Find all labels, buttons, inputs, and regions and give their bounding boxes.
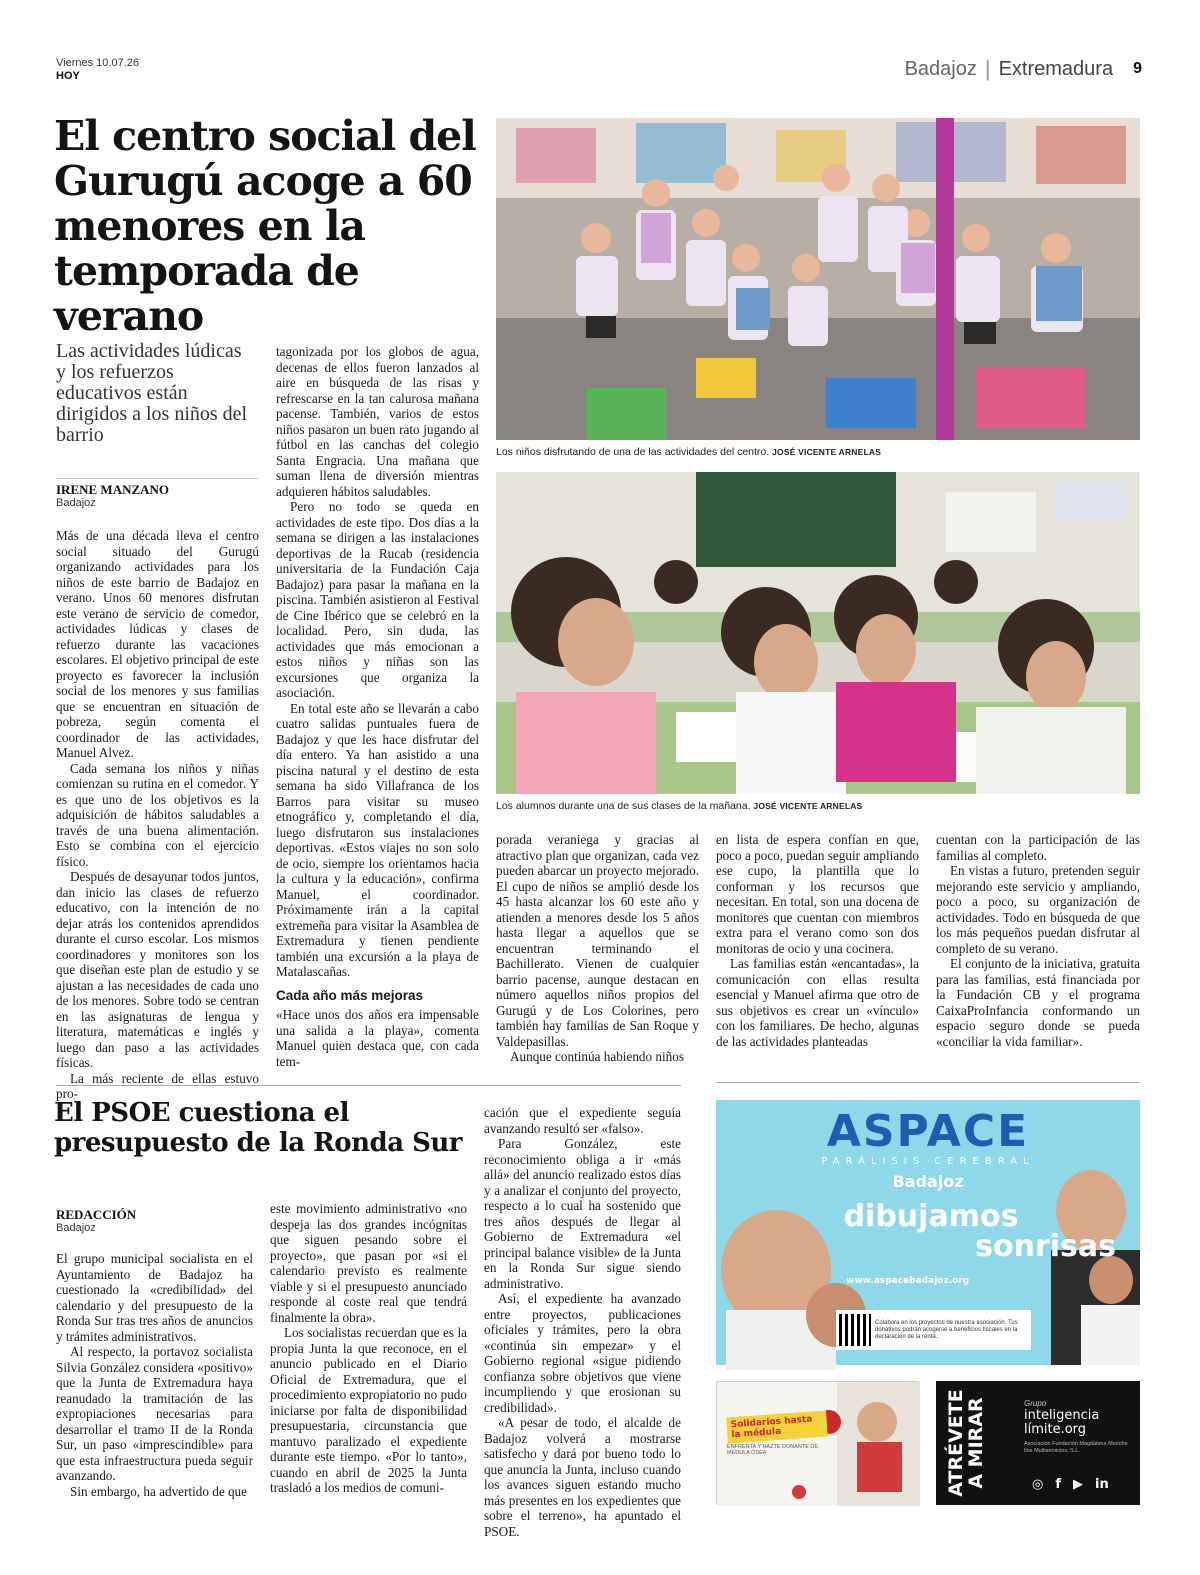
- paragraph: cación que el expediente seguía avanzando resultó ser «falso».: [484, 1105, 681, 1136]
- paragraph: Cada semana los niños y niñas comienzan su rutina en el comedor. Y es que uno de los objetivos es la adquisición de hábitos saludables a través de una buena alimentación. Esto se combina con el ejercicio físico.: [56, 760, 259, 869]
- paragraph: En total este año se llevarán a cabo cuatro salidas puntuales fuera de Badajoz y que les hace disfrutar del día entero. Ya han asistido a una piscina natural y el destino de esta semana ha sido Villafranca de los Barros para visitar su museo etnográfico y, completando el día, luego disfrutaron sus instalaciones deportivas. «Estos viajes no son solo de ocio, siempre los orientamos hacia la cultura y la educación», confirma Manuel, el coordinador. Próximamente irán a la capital extremeña para visitar la Asamblea de Extremadura y tienen pendiente también una excursión a la playa de Matalascañas.: [276, 700, 479, 979]
- paragraph: Más de una década lleva el centro social situado del Gurugú organizando actividades para los niños de este barrio de Badajoz en verano. Unos 60 menores disfrutan este verano de servicio de comedor, actividades lúdicas y clases de refuerzo durante las vacaciones escolares. El objetivo principal de este proyecto es favorecer la inclusión social de los menores y sus familias que se encuentran en situación de pobreza, según comenta el coordinador de las actividades, Manuel Alvez.: [56, 528, 259, 760]
- article2-headline: El PSOE cuestiona el presupuesto de la Ronda Sur: [54, 1098, 462, 1158]
- photo-children-image: [496, 118, 1140, 440]
- article-headline: El centro social del Gurugú acoge a 60 menores en la temporada de verano: [54, 112, 476, 340]
- photo-classroom: [496, 472, 1140, 794]
- article2-column-1: [56, 1251, 253, 1511]
- photo-caption-2: [496, 800, 862, 812]
- article2-author: REDACCIÓN: [56, 1207, 137, 1222]
- paragraph: Después de desayunar todos juntos, dan inicio las clases de refuerzo educativo, con la intención de no dejar atrás los contenidos aprendidos durante el curso escolar. Los mismos coordinadores y monitores son los que diseñan este plan de estudio y se ajustan a las necesidades de cada uno de los menores. Sobre todo se centran en las asignaturas de lengua y literatura, matemáticas e inglés y luego dan paso a las actividades físicas.: [56, 869, 259, 1070]
- paragraph: El conjunto de la iniciativa, gratuita para las familias, está financiada por la Fundación CB y el programa CaixaProInfancia conformando un espacio seguro donde se pueda «conciliar la vida familiar».: [936, 956, 1140, 1049]
- youtube-icon[interactable]: ▶: [1073, 1477, 1083, 1492]
- section-divider: [56, 1085, 681, 1086]
- newspaper-name: HOY: [56, 70, 80, 82]
- paragraph: El grupo municipal socialista en el Ayuntamiento de Badajoz ha cuestionado la «credibilidad» del calendario y del presupuesto de la Ronda Sur tras tres años de anuncios y trámites administrativos.: [56, 1251, 253, 1344]
- paragraph: Sin embargo, ha advertido de que: [70, 1483, 248, 1499]
- paragraph: La más reciente de ellas estuvo pro-: [56, 1070, 259, 1101]
- paragraph: Pero no todo se queda en actividades de este tipo. Dos días a la semana se dirigen a las instalaciones deportivas de la Rucab (residencia universitaria de la Fundación Caja Badajoz) para pasar la mañana en la piscina. También asistieron al Festival de Cine Ibérico que se celebró en la localidad. Pero, sin duda, las actividades que más emocionan a estos niños y niñas son las excursiones que organiza la asociación.: [276, 499, 479, 700]
- aspace-logo: ASPACE: [826, 1106, 1030, 1157]
- paragraph: Para González, este reconocimiento obliga a ir «más allá» del anuncio realizado estos días y a analizar el conjunto del proyecto, respecto a lo cual ha sostenido que tres años después de llegar al Gobierno de Extremadura «el principal balance visible» de la Junta en la Ronda Sur sigue siendo administrativo.: [484, 1136, 681, 1291]
- caption-text: Los niños disfrutando de una de las actividades del centro.: [496, 446, 770, 458]
- page-number: 9: [1133, 60, 1142, 77]
- paragraph: Las familias están «encantadas», la comunicación con ellas resulta esencial y Manuel afirma que otro de sus objetivos es crear un «vínculo» con los familiares. De hecho, algunas de las actividades planteadas: [716, 956, 919, 1049]
- issue-date: Viernes 10.07.26: [56, 57, 139, 69]
- qr-code-icon[interactable]: [839, 1314, 871, 1346]
- aspace-slogan-2: sonrisas: [975, 1229, 1116, 1264]
- paragraph: «Hace unos dos años era impensable una salida a la playa», comenta Manuel quien destaca que, con cada tem-: [276, 1007, 479, 1069]
- atrevete-line-1: ATRÉVETE: [945, 1389, 967, 1497]
- paragraph: Así, el expediente ha avanzado entre proyectos, publicaciones oficiales y trámites, pero la obra «continúa sin empezar» y el Gobierno regional «sigue pidiendo confianza sobre objetivos que viene incumpliendo y que erosionan su credibilidad».: [484, 1291, 681, 1415]
- aspace-city: Badajoz: [892, 1172, 964, 1191]
- paragraph: En vistas a futuro, pretenden seguir mejorando este servicio y ampliando, poco a poco, su organización de actividades. Todo en búsqueda de que los más pequeños puedan disfrutar al completo de su verano.: [936, 863, 1140, 956]
- atrevete-line-2: A MIRAR: [965, 1397, 987, 1489]
- article2-column-2: [270, 1201, 467, 1511]
- article2-location: Badajoz: [56, 1222, 96, 1234]
- photo-credit: JOSÉ VICENTE ARNELAS: [772, 447, 882, 457]
- paragraph: cuentan con la participación de las familias al completo.: [936, 832, 1140, 863]
- byline-divider: [56, 478, 258, 479]
- solidarios-advertisement[interactable]: [716, 1381, 919, 1505]
- paragraph: Aunque continúa habiendo niños: [510, 1049, 684, 1064]
- photo-classroom-image: [496, 472, 1140, 794]
- atrevete-org-text: Asociación Fundación Magdalena Moriche Ilos Multiservicios, S.L.: [1024, 1441, 1128, 1454]
- aspace-subtitle: PARÁLISIS CEREBRAL: [821, 1156, 1035, 1167]
- aspace-donation-text: Colabora en los proyectos de nuestra asociación. Tus donativos podrán acogerse a beneficios fiscales en la declaración de la renta.: [875, 1319, 1018, 1340]
- linkedin-icon[interactable]: in: [1095, 1477, 1109, 1492]
- article-column-3: [496, 832, 699, 1064]
- aspace-website[interactable]: www.aspacebadajoz.org: [846, 1276, 970, 1286]
- instagram-icon[interactable]: ◎: [1032, 1477, 1044, 1492]
- article-subheading: Cada año más mejoras: [276, 987, 424, 1003]
- atrevete-brand-1: inteligencia: [1024, 1408, 1100, 1423]
- solidarios-badge: Solidarios hasta la médula: [726, 1411, 828, 1444]
- solidarios-small-text: ENFRENTA Y HAZTE DONANTE DE MÉDULA ÓSEA: [727, 1444, 819, 1456]
- page-header-section: [905, 56, 1142, 82]
- paragraph: Los socialistas recuerdan que es la propia Junta la que reconoce, en el anuncio publicado en el Diario Oficial de Extremadura, que el procedimiento expropiatorio no pudo iniciarse por falta de disponibilidad presupuestaria, circunstancia que mantuvo paralizado el expediente durante este tiempo. «Por lo tanto», cuando en abril de 2025 la Junta trasladó a los medios de comuni-: [270, 1325, 467, 1495]
- article-location: Badajoz: [56, 497, 96, 509]
- photo-credit: JOSÉ VICENTE ARNELAS: [753, 801, 863, 811]
- subsection-name: Extremadura: [998, 57, 1114, 80]
- atrevete-advertisement[interactable]: [936, 1381, 1140, 1505]
- paragraph: en lista de espera confían en que, poco a poco, puedan seguir ampliando ese cupo, la plantilla que lo conforman y los recursos que necesitan. En total, son una docena de monitores que cuentan con miembros extra para el verano como son dos monitoras de ocio y una cocinera.: [716, 832, 919, 956]
- aspace-slogan-1: dibujamos: [843, 1199, 1019, 1234]
- paragraph: este movimiento administrativo «no despeja las dos grandes incógnitas que siguen pesando sobre el proyecto», que pasan por «si el calendario previsto es realmente viable y si el presupuesto anunciado responde al coste real que tendrá finalmente la obra».: [270, 1201, 467, 1325]
- photo-caption-1: [496, 446, 881, 458]
- article-column-2: [276, 344, 479, 1069]
- article-column-4: [716, 832, 919, 1064]
- paragraph: porada veraniega y gracias al atractivo plan que organizan, cada vez pueden abarcar un proyecto mejorado. El cupo de niños se amplió desde los 45 hasta alcanzar los 60 este año y atienden a menores desde los 5 años hasta llegar a aquellos que se encuentran terminando el Bachillerato. Vienen de cualquier barrio pacense, aunque destacan en número aquellos niños propios del Gurugú y de Los Colorines, pero también hay familias de San Roque y Valdepasillas.: [496, 832, 699, 1049]
- aspace-advertisement[interactable]: [716, 1100, 1140, 1365]
- ad-divider: [716, 1082, 1140, 1083]
- paragraph: «A pesar de todo, el alcalde de Badajoz volverá a mostrarse satisfecho y dará por bueno todo lo que anuncia la Junta, incluso cuando los avances siguen estando mucho más presentes en los expedientes que sobre el terreno», ha apuntado el PSOE.: [484, 1415, 681, 1539]
- section-separator: |: [984, 56, 991, 81]
- page-header-date: [56, 57, 139, 83]
- section-name: Badajoz: [904, 57, 977, 80]
- atrevete-brand-2: límite.org: [1024, 1422, 1087, 1437]
- atrevete-brand: [1024, 1409, 1099, 1437]
- aspace-donation-box: [836, 1310, 1031, 1350]
- caption-text: Los alumnos durante una de sus clases de la mañana.: [496, 800, 751, 812]
- social-icons: [1032, 1477, 1109, 1492]
- article-column-1: [56, 528, 259, 1101]
- paragraph: tagonizada por los globos de agua, decenas de ellos fueron lanzados al aire en búsqueda de las risas y refrescarse en la tan calurosa mañana pacense. También, varios de estos niños pasaron un buen rato jugando al fútbol en las canchas del colegio Santa Engracia. Una mañana que suman llena de diversión mientras adquieren hábitos saludables.: [276, 344, 479, 499]
- article-column-5: [936, 832, 1140, 1064]
- atrevete-vertical-title: [946, 1383, 986, 1503]
- atrevete-group-label: Grupo: [1024, 1399, 1047, 1408]
- facebook-icon[interactable]: f: [1055, 1477, 1061, 1492]
- paragraph: Al respecto, la portavoz socialista Silvia González considera «positivo» que la Junta de Extremadura haya reanudado la tramitación de las expropiaciones necesarias para desarrollar el tramo II de la Ronda Sur, un paso «imprescindible» para que esta infraestructura pueda seguir avanzando.: [56, 1344, 253, 1483]
- photo-children-activities: [496, 118, 1140, 440]
- article2-column-3: [484, 1105, 681, 1539]
- article-deck: Las actividades lúdicas y los refuerzos educativos están dirigidos a los niños del barrio: [56, 340, 248, 446]
- article-author: IRENE MANZANO: [56, 482, 170, 497]
